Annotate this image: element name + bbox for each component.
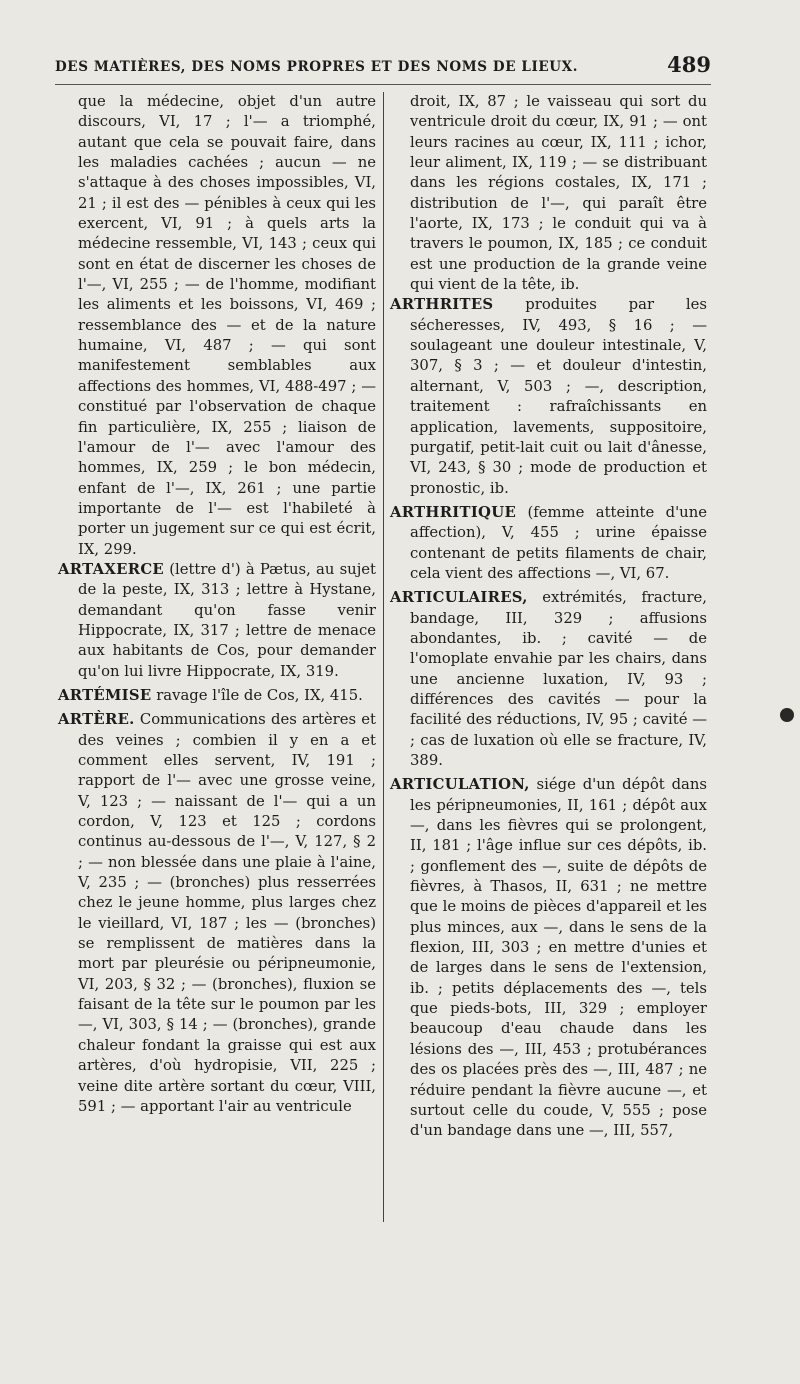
- index-entry-articulation: [390, 775, 707, 1141]
- entry-text: (lettre d') à Pætus, au sujet de la peste, IX, 313 ; lettre à Hystane, demandant qu'on fasse venir Hippocrate, IX, 317 ; lettre de menace aux habitants de Cos, pour demander qu'on lui livre Hippocrate, IX, 319.: [78, 560, 376, 680]
- running-header: [55, 50, 711, 80]
- entry-text: extrémités, fracture, bandage, III, 329 ; affusions abondantes, ib. ; cavité — de l'omoplate envahie par les chairs, dans une ancienne luxation, IV, 93 ; différences des cavités — pour la facilité des réductions, IV, 95 ; cavité — ; cas de luxation où elle se fracture, IV, 389.: [410, 589, 707, 769]
- left-column: [58, 92, 376, 1121]
- ink-spot: [780, 708, 794, 722]
- entry-headword: ARTICULAIRES,: [390, 589, 528, 607]
- entry-headword: ARTICULATION,: [390, 776, 530, 794]
- entry-text: siége d'un dépôt dans les péripneumonies, II, 161 ; dépôt aux —, dans les fièvres qui se prolongent, II, 181 ; l'âge influe sur ces dépôts, ib. ; gonflement des —, suite de dépôts de fièvres, à Thasos, II, 631 ; ne mettre que le moins de pièces d'appareil et les plus minces, aux —, dans le sens de la flexion, III, 303 ; en mettre d'unies et de larges dans le sens de l'extension, ib. ; petits déplacements des —, tels que pieds-bots, III, 329 ; employer beaucoup d'eau chaude dans les lésions des —, III, 453 ; protubérances des os placées près des —, III, 487 ; ne réduire pendant la fièvre aucune —, et surtout celle du coude, V, 555 ; pose d'un bandage dans une —, III, 557,: [410, 776, 707, 1140]
- continuation-text: droit, IX, 87 ; le vaisseau qui sort du ventricule droit du cœur, IX, 91 ; — ont leurs racines au cœur, IX, 111 ; ichor, leur aliment, IX, 119 ; — se distribuant dans les régions costales, IX, 171 ; distribution de l'—, qui paraît être l'aorte, IX, 173 ; le conduit qui va à travers le poumon, IX, 185 ; ce conduit est une production de la grande veine qui vient de la tête, ib.: [410, 93, 707, 294]
- index-entry-articulaires: [390, 588, 707, 771]
- index-entry-arthrites: [390, 295, 707, 498]
- index-entry-artere: [58, 710, 376, 1117]
- page-number: 489: [667, 52, 711, 77]
- right-column: [390, 92, 707, 1146]
- entry-headword: ARTÉMISE: [58, 686, 152, 704]
- entry-headword: ARTHRITIQUE: [390, 503, 517, 521]
- entry-headword: ARTHRITES: [390, 296, 494, 314]
- index-entry-arthritique: [390, 503, 707, 584]
- column-divider: [383, 92, 384, 1222]
- continuation-text: que la médecine, objet d'un autre discours, VI, 17 ; l'— a triomphé, autant que cela se pouvait faire, dans les maladies cachées ; aucun — ne s'attaque à des choses impossibles, VI, 21 ; il est des — pénibles à ceux qui les exercent, VI, 91 ; à quels arts la médecine ressemble, VI, 143 ; ceux qui sont en état de discerner les choses de l'—, VI, 255 ; — de l'homme, modifiant les aliments et les boissons, VI, 469 ; ressemblance des — et de la nature humaine, VI, 487 ; — qui sont manifestement semblables aux affections des hommes, VI, 488-497 ; — constitué par l'observation de chaque fin particulière, IX, 255 ; liaison de l'amour de l'— avec l'amour des hommes, IX, 259 ; le bon médecin, enfant de l'—, IX, 261 ; une partie importante de l'— est l'habileté à porter un jugement sur ce qui est écrit, IX, 299.: [78, 93, 376, 558]
- entry-text: Communications des artères et des veines ; combien il y en a et comment elles servent, IV, 191 ; rapport de l'— avec une grosse veine, V, 123 ; — naissant de l'— qui a un cordon, V, 123 et 125 ; cordons continus au-dessous de l'—, V, 127, § 2 ; — non blessée dans une plaie à l'aine, V, 235 ; — (bronches) plus resserrées chez le jeune homme, plus larges chez le vieillard, VI, 187 ; les — (bronches) se remplissent de matières dans la mort par pleurésie ou péripneumonie, VI, 203, § 32 ; — (bronches), fluxion se faisant de la tête sur le poumon par les —, VI, 303, § 14 ; — (bronches), grande chaleur fondant la graisse qui est aux artères, d'où hydropisie, VII, 225 ; veine dite artère sortant du cœur, VIII, 591 ; — apportant l'air au ventricule: [78, 711, 376, 1115]
- entry-text: (femme atteinte d'une affection), V, 455 ; urine épaisse contenant de petits filaments de chair, cela vient des affections —, VI, 67.: [410, 503, 707, 582]
- entry-headword: ARTAXERCE: [58, 560, 165, 578]
- entry-text: produites par les sécheresses, IV, 493, § 16 ; — soulageant une douleur intestinale, V, 307, § 3 ; — et douleur d'intestin, alternant, V, 503 ; —, description, traitement : rafraîchissants en application, lavements, suppositoire, purgatif, petit-lait cuit ou lait d'ânesse, VI, 243, § 30 ; mode de production et pronostic, ib.: [410, 296, 707, 497]
- entry-headword: ARTÈRE.: [58, 711, 135, 729]
- running-title: DES MATIÈRES, DES NOMS PROPRES ET DES NOMS DE LIEUX.: [55, 59, 579, 75]
- index-entry-artaxerce: [58, 560, 376, 682]
- header-rule: [55, 84, 711, 85]
- index-entry-artemise: [58, 686, 376, 706]
- entry-text: ravage l'île de Cos, IX, 415.: [156, 686, 363, 704]
